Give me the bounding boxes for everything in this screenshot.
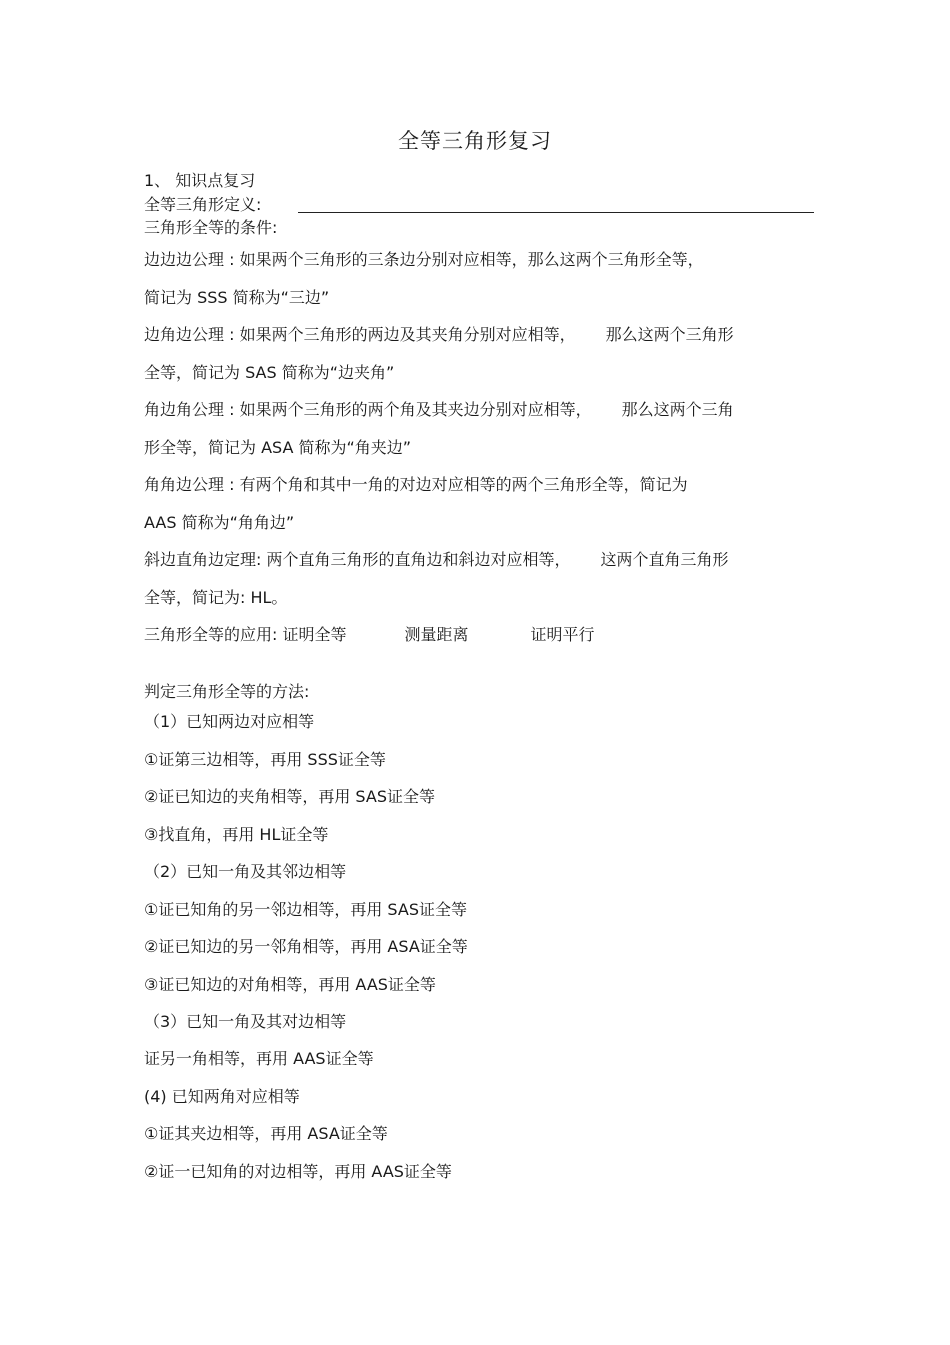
sss-line-1: 边边边公理 : 如果两个三角形的三条边分别对应相等，那么这两个三角形全等， [144, 250, 704, 269]
case-4-title: (4) 已知两角对应相等 [144, 1087, 300, 1106]
methods-heading: 判定三角形全等的方法: [144, 682, 310, 701]
sss-line-2: 简记为 SSS 简称为“三边” [144, 288, 330, 307]
application-label: 三角形全等的应用: 证明全等 [144, 625, 347, 644]
conditions-label: 三角形全等的条件: [144, 218, 278, 237]
case-2-item: ①证已知角的另一邻边相等，再用 SAS证全等 [144, 900, 467, 919]
asa-line-1 [144, 399, 734, 421]
hl-line-2: 全等，简记为: HL。 [144, 588, 288, 607]
asa-line-2: 形全等，简记为 ASA 简称为“角夹边” [144, 438, 412, 457]
hl-line-1 [144, 549, 729, 571]
sas-line-1-part-a: 边角边公理 : 如果两个三角形的两边及其夹角分别对应相等， [144, 325, 576, 344]
section-heading: 1、 知识点复习 [144, 171, 256, 190]
case-1-item: ③找直角，再用 HL证全等 [144, 825, 329, 844]
aas-line-1: 角角边公理 : 有两个角和其中一角的对边对应相等的两个三角形全等，简记为 [144, 475, 688, 494]
case-3-title: （3）已知一角及其对边相等 [144, 1012, 347, 1031]
application-line [144, 624, 595, 646]
page-title: 全等三角形复习 [398, 129, 552, 153]
case-1-item: ②证已知边的夹角相等，再用 SAS证全等 [144, 787, 435, 806]
case-1-title: （1）已知两边对应相等 [144, 712, 315, 731]
case-4-item: ②证一已知角的对边相等，再用 AAS证全等 [144, 1162, 452, 1181]
application-item-2: 测量距离 [404, 625, 469, 644]
definition-label: 全等三角形定义: [144, 195, 262, 214]
asa-line-1-part-b: 那么这两个三角 [621, 400, 734, 419]
definition-fill-blank [298, 212, 814, 213]
aas-line-2: AAS 简称为“角角边” [144, 513, 295, 532]
sas-line-1 [144, 324, 734, 346]
case-2-title: （2）已知一角及其邻边相等 [144, 862, 347, 881]
case-2-item: ②证已知边的另一邻角相等，再用 ASA证全等 [144, 937, 468, 956]
sas-line-2: 全等，简记为 SAS 简称为“边夹角” [144, 363, 395, 382]
case-4-item: ①证其夹边相等，再用 ASA证全等 [144, 1124, 388, 1143]
case-1-item: ①证第三边相等，再用 SSS证全等 [144, 750, 386, 769]
case-3-item: 证另一角相等，再用 AAS证全等 [144, 1049, 374, 1068]
asa-line-1-part-a: 角边角公理 : 如果两个三角形的两个角及其夹边分别对应相等， [144, 400, 592, 419]
case-2-item: ③证已知边的对角相等，再用 AAS证全等 [144, 975, 436, 994]
hl-line-1-part-a: 斜边直角边定理: 两个直角三角形的直角边和斜边对应相等， [144, 550, 571, 569]
sas-line-1-part-b: 那么这两个三角形 [605, 325, 734, 344]
hl-line-1-part-b: 这两个直角三角形 [600, 550, 729, 569]
application-item-3: 证明平行 [530, 625, 595, 644]
